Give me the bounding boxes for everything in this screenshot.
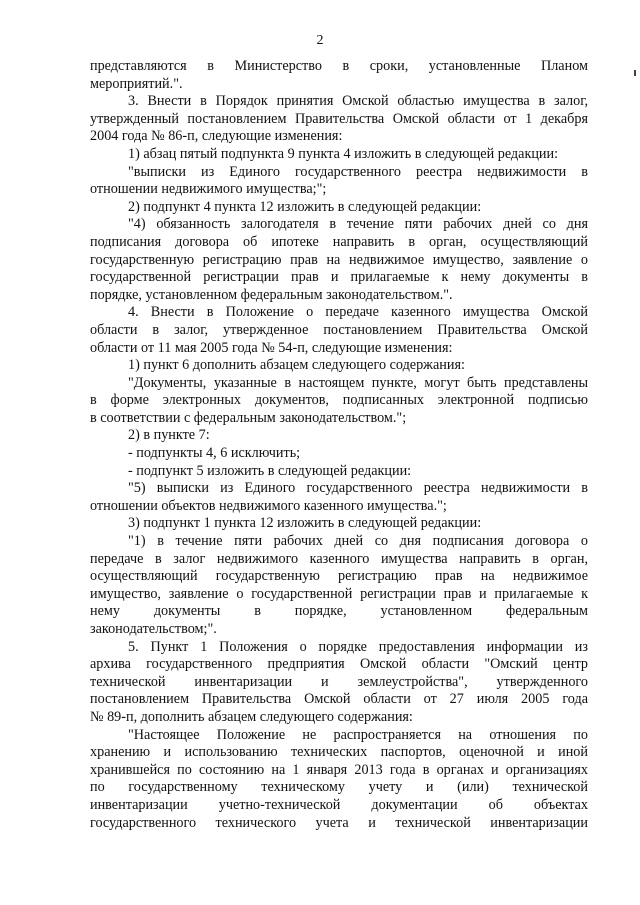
text-line: государственную регистрацию прав на недвижимое имущество, заявление о [90, 251, 588, 268]
text-line: "Настоящее Положение не распространяется на отношения по [128, 726, 588, 743]
text-line: "5) выписки из Единого государственного реестра недвижимости в [128, 480, 588, 497]
text-line: отношении недвижимого имущества;"; [90, 181, 327, 198]
text-line: инвентаризации учетно-технической документации об объектах [90, 796, 588, 813]
text-line: 4. Внести в Положение о передаче казенного имущества Омской [128, 304, 588, 321]
text-line: передаче в залог недвижимого казенного имущества направить в орган, [90, 550, 588, 567]
text-line: порядке, установленном федеральным законодательством.". [90, 286, 453, 303]
text-line: представляются в Министерство в сроки, установленные Планом [90, 58, 588, 74]
text-line: 2) подпункт 4 пункта 12 изложить в следующей редакции: [128, 198, 482, 215]
text-line: архива государственного предприятия Омской области "Омский центр [90, 656, 588, 673]
text-line: 2004 года № 86-п, следующие изменения: [90, 128, 343, 145]
text-line: 3) подпункт 1 пункта 12 изложить в следующей редакции: [128, 515, 482, 532]
text-line: "выписки из Единого государственного реестра недвижимости в [128, 163, 588, 180]
text-line: по государственному техническому учету и (или) технической [90, 779, 588, 796]
text-line: нему документы в порядке, установленном федеральным [90, 603, 588, 620]
text-line: 2) в пункте 7: [128, 427, 210, 444]
text-line: "1) в течение пяти рабочих дней со дня подписания договора о [128, 533, 588, 550]
page-number: 2 [316, 33, 324, 48]
text-line: технической инвентаризации и землеустройства", утвержденного [90, 673, 588, 690]
text-line: 5. Пункт 1 Положения о порядке предоставления информации из [128, 638, 588, 655]
text-line: государственной регистрации прав и прилагаемые к нему документы в [90, 269, 588, 286]
document-body [90, 58, 588, 832]
text-line: законодательством;". [90, 621, 217, 637]
text-line: государственного технического учета и технической инвентаризации [90, 814, 588, 831]
text-line: мероприятий.". [90, 75, 183, 92]
text-line: - подпункт 5 изложить в следующей редакции: [128, 462, 412, 479]
text-line: 1) пункт 6 дополнить абзацем следующего содержания: [128, 357, 465, 374]
text-line: осуществляющий государственную регистрацию прав на недвижимое [90, 568, 588, 585]
text-line: области от 11 мая 2005 года № 54-п, следующие изменения: [90, 339, 453, 356]
text-line: отношении объектов недвижимого казенного имущества."; [90, 497, 447, 514]
text-line: 3. Внести в Порядок принятия Омской областью имущества в залог, [128, 93, 588, 110]
text-line: хранившейся по состоянию на 1 января 2013 года в органах и организациях [90, 761, 588, 778]
text-line: в форме электронных документов, подписанных электронной подписью [90, 392, 588, 409]
text-line: области в залог, утвержденное постановлением Правительства Омской [90, 321, 588, 338]
text-line: "Документы, указанные в настоящем пункте, могут быть представлены [128, 374, 588, 391]
text-line: в соответствии с федеральным законодательством."; [90, 409, 407, 426]
text-line: - подпункты 4, 6 исключить; [128, 445, 301, 462]
text-line: хранению и использованию технических паспортов, оценочной и иной [90, 744, 588, 761]
text-line: 1) абзац пятый подпункта 9 пункта 4 изложить в следующей редакции: [128, 145, 559, 162]
text-line: № 89-п, дополнить абзацем следующего содержания: [90, 708, 413, 725]
text-line: "4) обязанность залогодателя в течение пяти рабочих дней со дня [128, 216, 588, 233]
scan-edge-mark [634, 70, 636, 76]
text-line: постановлением Правительства Омской области от 27 июля 2005 года [90, 691, 588, 708]
text-line: имущество, заявление о государственной регистрации прав и прилагаемые к [90, 585, 588, 602]
text-line: утвержденный постановлением Правительства Омской области от 1 декабря [90, 110, 588, 127]
text-line: подписания договора об ипотеке направить в орган, осуществляющий [90, 233, 588, 250]
